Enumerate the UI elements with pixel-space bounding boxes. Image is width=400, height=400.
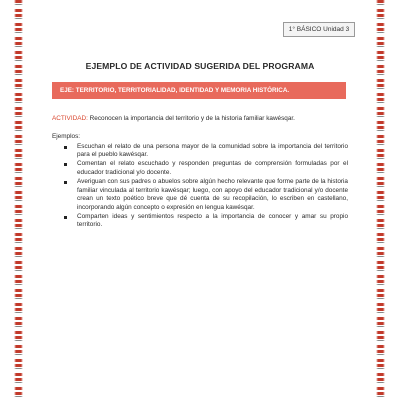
examples-section (52, 133, 348, 231)
axis-banner (52, 82, 346, 99)
bullet-icon (64, 216, 67, 219)
grade-unit-tag: 1° BÁSICO Unidad 3 (283, 22, 355, 37)
bullet-icon (64, 163, 67, 166)
activity-text: Reconocen la importancia del territorio y de la historia familiar kawésqar. (89, 115, 295, 122)
examples-list (52, 143, 348, 230)
decorative-border-right (376, 0, 385, 400)
activity-label: ACTIVIDAD: (52, 115, 88, 122)
list-item (77, 143, 348, 160)
list-item (77, 160, 348, 177)
list-item-text: Comentan el relato escuchado y responden preguntas de comprensión formuladas por el educador tradicional y/o docente. (77, 160, 348, 176)
list-item-text: Averiguan con sus padres o abuelos sobre algún hecho relevante que forme parte de la historia familiar vinculada al territorio kawésqar; luego, con apoyo del educador tradicional y/o docente crean un texto poético breve que dé cuenta de su recopilación, lo escriben en castellano, incorporando algún concepto o expresión en lengua kawésqar. (77, 177, 348, 211)
list-item (77, 178, 348, 212)
examples-heading: Ejemplos: (52, 133, 81, 140)
list-item-text: Escuchan el relato de una persona mayor de la comunidad sobre la importancia del territorio para el pueblo kawésqar. (77, 142, 348, 159)
bullet-icon (64, 181, 67, 184)
list-item-text: Comparten ideas y sentimientos respecto a la importancia de conocer y amar su propio territorio. (77, 212, 348, 229)
axis-label: EJE: TERRITORIO, TERRITORIALIDAD, IDENTIDAD Y MEMORIA HISTÓRICA. (60, 87, 290, 94)
list-item (77, 213, 348, 230)
page-title: EJEMPLO DE ACTIVIDAD SUGERIDA DEL PROGRAMA (85, 61, 315, 71)
bullet-icon (64, 146, 67, 149)
decorative-border-left (14, 0, 23, 400)
activity-line (52, 114, 352, 123)
